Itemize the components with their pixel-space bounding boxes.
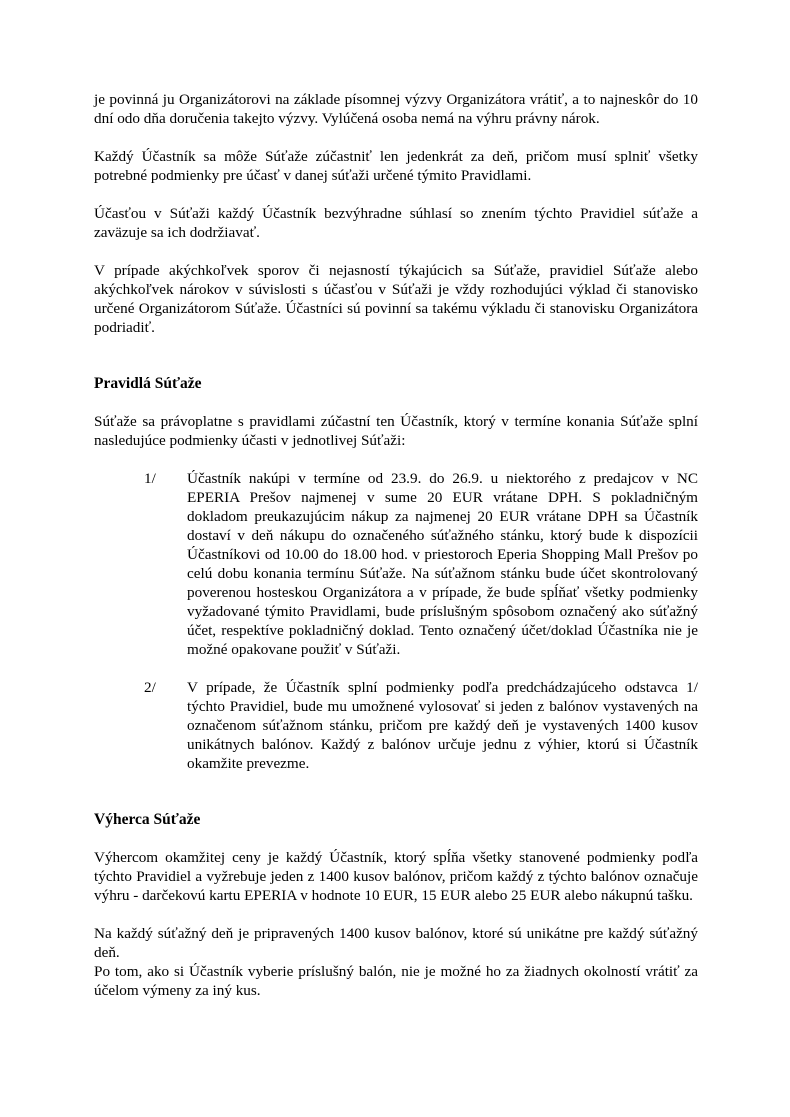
paragraph-consent: Účasťou v Súťaži každý Účastník bezvýhradne súhlasí so znením týchto Pravidiel súťaže a zaväzuje sa ich dodržiavať. <box>94 205 698 241</box>
paragraph-winner: Výhercom okamžitej ceny je každý Účastník, ktorý spĺňa všetky stanovené podmienky podľa týchto Pravidiel a vyžrebuje jeden z 1400 kusov balónov, pričom každý z týchto balónov označuje výhru - darčekovú kartu EPERIA v hodnote 10 EUR, 15 EUR alebo 25 EUR alebo nákupnú tašku. <box>94 849 698 904</box>
paragraph-rules-intro: Súťaže sa právoplatne s pravidlami zúčastní ten Účastník, ktorý v termíne konania Súťaže splní nasledujúce podmienky účasti v jednotlivej Súťaži: <box>94 413 698 449</box>
document-page <box>94 90 698 1000</box>
heading-rules: Pravidlá Súťaže <box>94 375 202 392</box>
paragraph-balloons: Na každý súťažný deň je pripravených 1400 kusov balónov, ktoré sú unikátne pre každý súťažný deň. <box>94 925 698 961</box>
paragraph-once-per-day: Každý Účastník sa môže Súťaže zúčastniť len jedenkrát za deň, pričom musí splniť všetky potrebné podmienky pre účasť v danej súťaži určené týmito Pravidlami. <box>94 148 698 184</box>
list-item-text: V prípade, že Účastník splní podmienky podľa predchádzajúceho odstavca 1/ týchto Pravidiel, bude mu umožnené vylosovať si jeden z balónov vystavených na označenom súťažnom stánku, pričom pre každý deň je vystavených 1400 kusov unikátnych balónov. Každý z balónov určuje jednu z výhier, ktorú si Účastník okamžite prevezme. <box>187 679 698 772</box>
list-item <box>94 678 698 773</box>
list-item-number: 1/ <box>144 470 156 487</box>
heading-winner: Výherca Súťaže <box>94 811 201 828</box>
paragraph-return-prize: je povinná ju Organizátorovi na základe písomnej výzvy Organizátora vrátiť, a to najneskôr do 10 dní odo dňa doručenia takejto výzvy. Vylúčená osoba nemá na výhru právny nárok. <box>94 91 698 127</box>
paragraph-no-exchange: Po tom, ako si Účastník vyberie príslušný balón, nie je možné ho za žiadnych okolností vrátiť za účelom výmeny za iný kus. <box>94 963 698 999</box>
paragraph-disputes: V prípade akýchkoľvek sporov či nejasností týkajúcich sa Súťaže, pravidiel Súťaže alebo akýchkoľvek nárokov v súvislosti s účasťou v Súťaži je vždy rozhodujúci výklad či stanovisko určené Organizátorom Súťaže. Účastníci sú povinní sa takému výkladu či stanovisku Organizátora podriadiť. <box>94 262 698 336</box>
list-item <box>94 469 698 659</box>
list-item-number: 2/ <box>144 679 156 696</box>
list-item-text: Účastník nakúpi v termíne od 23.9. do 26.9. u niektorého z predajcov v NC EPERIA Prešov najmenej v sume 20 EUR vrátane DPH. S pokladničným dokladom preukazujúcim nákup za najmenej 20 EUR vrátane DPH sa Účastník dostaví v deň nákupu do označeného súťažného stánku, ktorý bude k dispozícii Účastníkovi od 10.00 do 18.00 hod. v priestoroch Eperia Shopping Mall Prešov po celú dobu konania termínu Súťaže. Na súťažnom stánku bude účet skontrolovaný poverenou hosteskou Organizátora a v prípade, že bude spĺňať všetky podmienky vyžadované týmito Pravidlami, bude príslušným spôsobom označený ako súťažný účet, respektíve pokladničný doklad. Tento označený účet/doklad Účastníka nie je možné opakovane použiť v Súťaži. <box>187 470 698 658</box>
